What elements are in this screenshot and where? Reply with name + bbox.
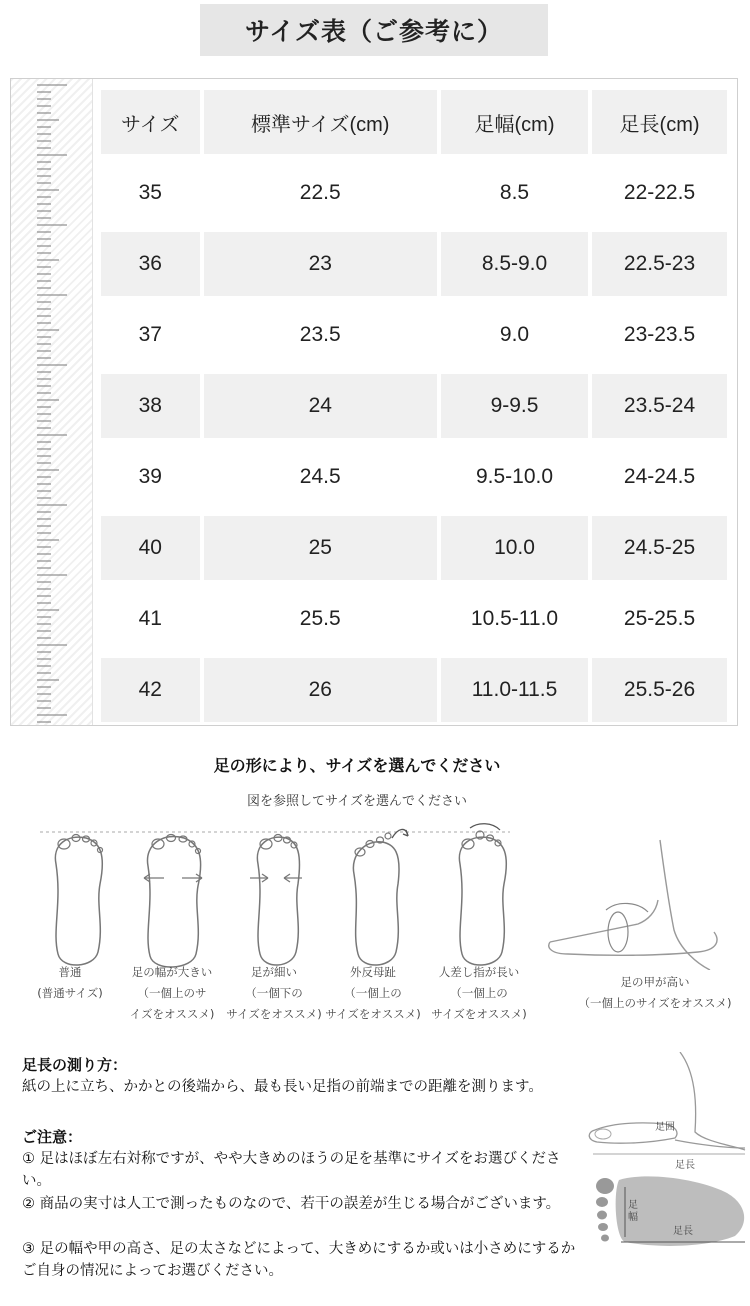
foot-measurement-illustration xyxy=(585,1052,750,1302)
foot-shape-caption-line3: サイズをオススメ) xyxy=(325,1007,421,1021)
cell-foot-length: 23-23.5 xyxy=(592,303,727,367)
page-title: サイズ表（ご参考に） xyxy=(200,4,548,56)
label-length-top: 足長 xyxy=(675,1160,695,1171)
foot-shape-caption-line2: （一個下の xyxy=(245,986,303,1000)
notes-title: ご注意： xyxy=(22,1128,83,1146)
table-row xyxy=(101,232,727,296)
label-girth: 足囲 xyxy=(655,1122,675,1133)
foot-shape-heading: 足の形により、サイズを選んでください xyxy=(213,756,501,775)
foot-shape-caption xyxy=(222,962,326,1025)
foot-shape-caption-line1: 足の幅が大きい xyxy=(131,965,213,979)
cell-foot-width: 8.5 xyxy=(441,161,588,225)
cell-standard-size: 23.5 xyxy=(204,303,437,367)
cell-foot-length: 25.5-26 xyxy=(592,658,727,722)
foot-wide-icon xyxy=(144,835,202,968)
cell-standard-size: 25 xyxy=(204,516,437,580)
cell-standard-size: 25.5 xyxy=(204,587,437,651)
note-1: ① 足はほぼ左右対称ですが、やや大きめのほうの足を基準にサイズをお選びください。 xyxy=(22,1151,561,1189)
cell-foot-length: 25-25.5 xyxy=(592,587,727,651)
header-standard-size: 標準サイズ(cm) xyxy=(204,90,437,154)
cell-standard-size: 26 xyxy=(204,658,437,722)
header-foot-width: 足幅(cm) xyxy=(441,90,588,154)
foot-shape-caption-line1: 足が細い xyxy=(251,965,297,979)
table-row xyxy=(101,658,727,722)
foot-shape-caption-line1: 普通 xyxy=(58,965,82,979)
foot-bunion-icon xyxy=(353,829,408,965)
cell-size: 41 xyxy=(101,587,200,651)
foot-shape-caption-line3: イズをオススメ) xyxy=(129,1007,215,1021)
foot-shape-subheading: 図を参照してサイズを選んでください xyxy=(247,794,467,809)
cell-foot-width: 9-9.5 xyxy=(441,374,588,438)
foot-shape-caption xyxy=(320,962,426,1025)
high-instep-foot-icon xyxy=(549,840,717,970)
cell-standard-size: 22.5 xyxy=(204,161,437,225)
measure-instructions: 紙の上に立ち、かかとの後端から、最も長い足指の前端までの距離を測ります。 xyxy=(22,1079,543,1095)
size-table xyxy=(97,83,731,729)
table-row xyxy=(101,445,727,509)
cell-standard-size: 24 xyxy=(204,374,437,438)
size-table-frame xyxy=(10,78,738,726)
cell-size: 36 xyxy=(101,232,200,296)
table-row xyxy=(101,587,727,651)
table-row xyxy=(101,374,727,438)
cell-standard-size: 24.5 xyxy=(204,445,437,509)
cell-foot-width: 9.0 xyxy=(441,303,588,367)
ruler-decoration xyxy=(11,79,93,725)
cell-foot-width: 11.0-11.5 xyxy=(441,658,588,722)
header-size: サイズ xyxy=(101,90,200,154)
foot-shape-caption-line2: （一個上のサイズをオススメ) xyxy=(578,996,732,1010)
foot-normal-icon xyxy=(55,835,102,966)
cell-size: 37 xyxy=(101,303,200,367)
foot-shape-caption xyxy=(118,962,226,1025)
label-width: 足幅 xyxy=(628,1200,638,1223)
cell-foot-length: 23.5-24 xyxy=(592,374,727,438)
foot-shape-caption xyxy=(560,972,750,1014)
cell-size: 38 xyxy=(101,374,200,438)
cell-foot-length: 22.5-23 xyxy=(592,232,727,296)
foot-shapes-area xyxy=(0,820,750,1030)
foot-shape-caption-line1: 足の甲が高い xyxy=(620,975,690,989)
foot-shape-caption-line2: （一個上の xyxy=(450,986,508,1000)
cell-size: 42 xyxy=(101,658,200,722)
label-length-bottom: 足長 xyxy=(673,1226,693,1237)
foot-shape-caption-line2: （一個上のサ xyxy=(137,986,207,1000)
foot-shape-caption-line3: サイズをオススメ) xyxy=(226,1007,322,1021)
foot-shape-caption xyxy=(426,962,532,1025)
foot-shape-caption-line3: サイズをオススメ) xyxy=(431,1007,527,1021)
foot-shape-caption-line1: 外反母趾 xyxy=(350,965,396,979)
foot-shapes-illustration xyxy=(0,820,750,970)
foot-shape-caption-line2: (普通サイズ) xyxy=(37,986,103,1000)
foot-long-second-toe-icon xyxy=(459,824,506,965)
foot-shape-caption-line2: （一個上の xyxy=(344,986,402,1000)
table-row xyxy=(101,303,727,367)
cell-foot-width: 9.5-10.0 xyxy=(441,445,588,509)
note-3: ③ 足の幅や甲の高さ、足の太さなどによって、大きめにするか或いは小さめにするかご自身の情况によってお選びください。 xyxy=(22,1241,576,1279)
size-table-header-row xyxy=(101,90,727,154)
foot-shape-caption-line1: 人差し指が長い xyxy=(438,965,520,979)
cell-foot-length: 22-22.5 xyxy=(592,161,727,225)
cell-standard-size: 23 xyxy=(204,232,437,296)
note-2: ② 商品の実寸は人工で測ったものなので、若干の誤差が生じる場合がございます。 xyxy=(22,1196,561,1212)
table-row xyxy=(101,516,727,580)
cell-size: 39 xyxy=(101,445,200,509)
cell-size: 40 xyxy=(101,516,200,580)
cell-size: 35 xyxy=(101,161,200,225)
cell-foot-width: 8.5-9.0 xyxy=(441,232,588,296)
cell-foot-length: 24-24.5 xyxy=(592,445,727,509)
measure-title: 足長の測り方： xyxy=(22,1056,128,1074)
table-row xyxy=(101,161,727,225)
cell-foot-length: 24.5-25 xyxy=(592,516,727,580)
foot-narrow-icon xyxy=(250,835,302,966)
cell-foot-width: 10.5-11.0 xyxy=(441,587,588,651)
cell-foot-width: 10.0 xyxy=(441,516,588,580)
foot-shape-caption xyxy=(22,962,118,1004)
header-foot-length: 足長(cm) xyxy=(592,90,727,154)
